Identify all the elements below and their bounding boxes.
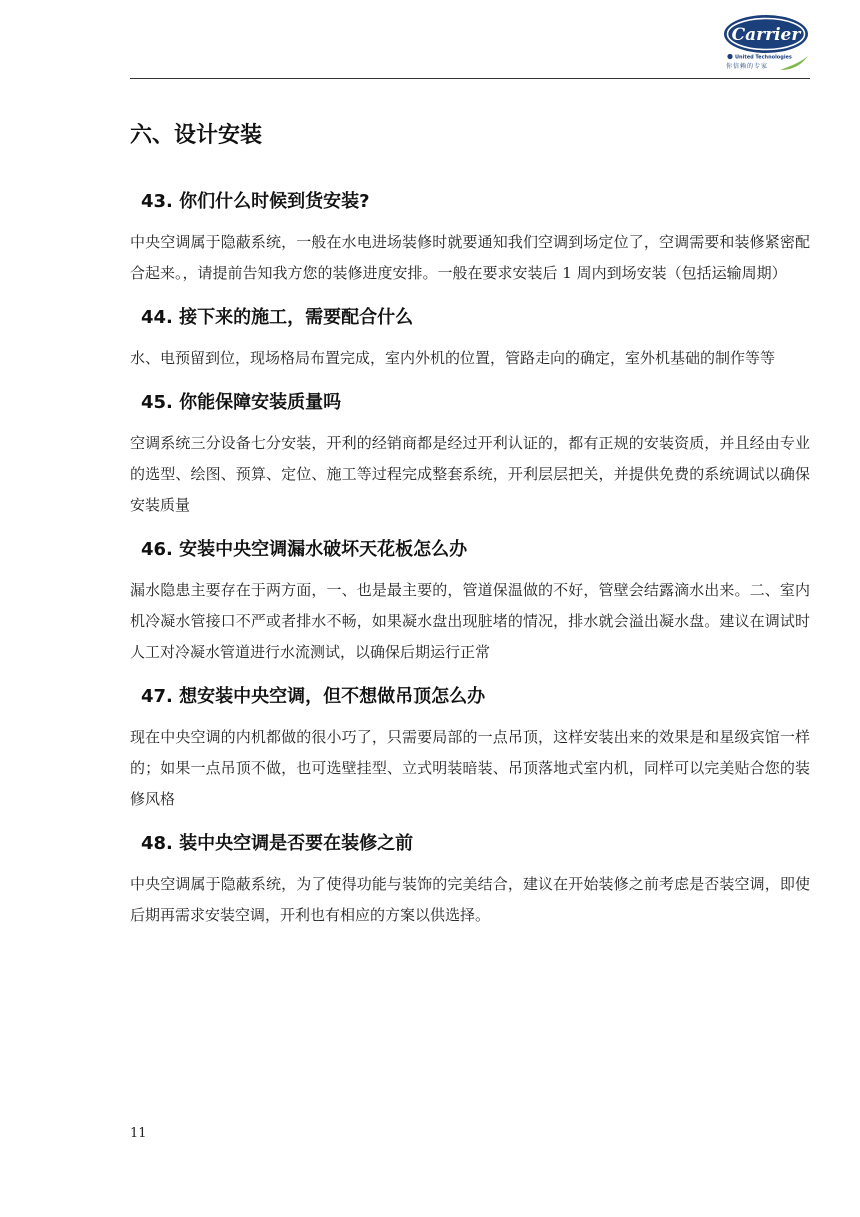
section-title: 六、设计安装 (130, 123, 263, 148)
qa-item-47 (130, 682, 810, 815)
qa-item-45 (130, 388, 810, 521)
question-heading: 43. 你们什么时候到货安装? (141, 191, 370, 212)
qa-item-44 (130, 303, 810, 374)
answer-paragraph: 中央空调属于隐蔽系统，一般在水电进场装修时就要通知我们空调到场定位了，空调需要和装修紧密配合起来。，请提前告知我方您的装修进度安排。一般在要求安装后 1 周内到场安装（包括运输周期） (130, 233, 810, 282)
qa-item-46 (130, 535, 810, 668)
question-heading: 48. 装中央空调是否要在装修之前 (141, 833, 414, 854)
page-number: 11 (130, 1126, 147, 1141)
answer-paragraph: 中央空调属于隐蔽系统，为了使得功能与装饰的完美结合，建议在开始装修之前考虑是否装空调，即使后期再需求安装空调，开利也有相应的方案以供选择。 (130, 875, 810, 924)
answer-paragraph: 空调系统三分设备七分安装，开利的经销商都是经过开利认证的，都有正规的安装资质，并且经由专业的选型、绘图、预算、定位、施工等过程完成整套系统，开利层层把关，并提供免费的系统调试以确保安装质量 (130, 434, 810, 514)
logo-wordmark: Carrier (731, 25, 801, 45)
question-heading: 44. 接下来的施工，需要配合什么 (141, 307, 414, 328)
header-divider (130, 78, 810, 79)
qa-item-48 (130, 829, 810, 931)
answer-paragraph: 现在中央空调的内机都做的很小巧了，只需要局部的一点吊顶，这样安装出来的效果是和星级宾馆一样的；如果一点吊顶不做，也可选壁挂型、立式明装暗装、吊顶落地式室内机，同样可以完美贴合您的装修风格 (130, 728, 810, 808)
answer-paragraph: 漏水隐患主要存在于两方面，一、也是最主要的，管道保温做的不好，管壁会结露滴水出来。二、室内机冷凝水管接口不严或者排水不畅，如果凝水盘出现脏堵的情况，排水就会溢出凝水盘。建议在调试时人工对冷凝水管道进行水流测试，以确保后期运行正常 (130, 581, 810, 661)
qa-item-43 (130, 187, 810, 289)
qa-list (130, 187, 810, 945)
question-heading: 45. 你能保障安装质量吗 (141, 392, 342, 413)
question-heading: 47. 想安装中央空调，但不想做吊顶怎么办 (141, 686, 486, 707)
question-heading: 46. 安装中央空调漏水破坏天花板怎么办 (141, 539, 468, 560)
answer-paragraph: 水、电预留到位，现场格局布置完成，室内外机的位置，管路走向的确定，室外机基础的制作等等 (130, 349, 776, 367)
logo-subtext: United Technologies (735, 54, 792, 61)
logo-tagline: 你信赖的专家 (726, 63, 769, 70)
